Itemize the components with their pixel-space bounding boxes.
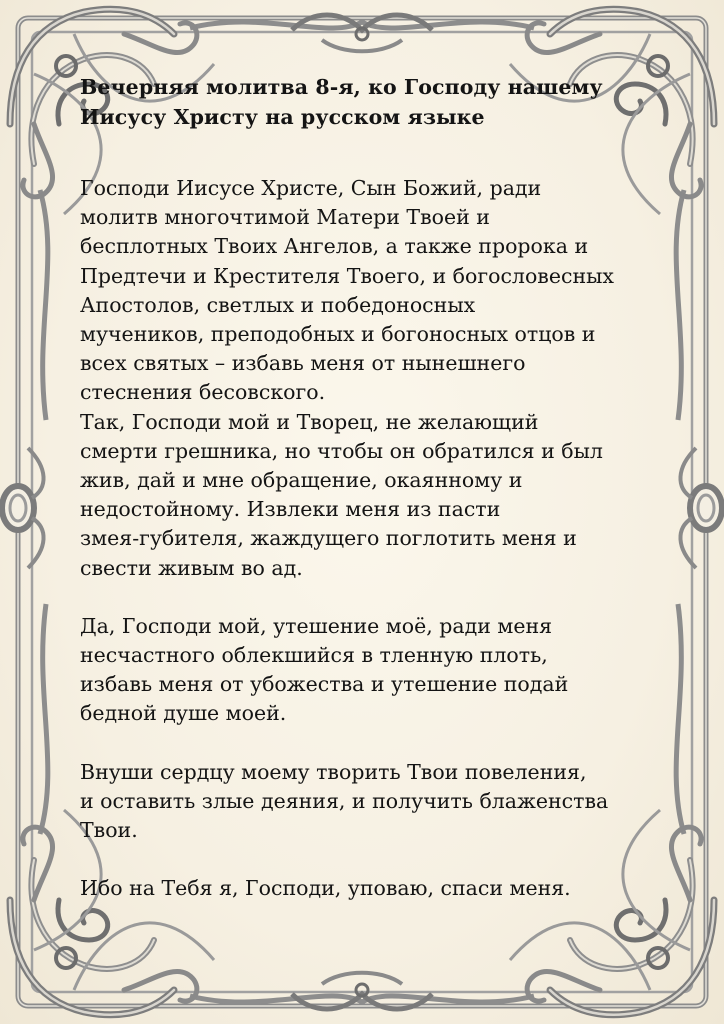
text-line: свести живым во ад.: [80, 555, 303, 580]
prayer-paragraph: [80, 612, 650, 729]
text-line: бесплотных Твоих Ангелов, а также пророка и: [80, 234, 589, 259]
text-line: несчастного облекшийся в тленную плоть,: [80, 643, 548, 668]
text-line: и оставить злые деяния, и получить блаженства: [80, 788, 609, 813]
paragraph-gap: [80, 583, 650, 612]
paragraph-gap: [80, 729, 650, 758]
text-line: всех святых – избавь меня от нынешнего: [80, 351, 526, 376]
text-line: жив, дай и мне обращение, окаянному и: [80, 468, 523, 493]
text-line: мучеников, преподобных и богоносных отцов и: [80, 322, 596, 347]
prayer-paragraph: [80, 174, 650, 408]
text-line: Твои.: [80, 818, 138, 843]
text-line: недостойному. Извлеки меня из пасти: [80, 497, 501, 522]
text-line: Ибо на Тебя я, Господи, уповаю, спаси меня.: [80, 876, 571, 901]
text-line: Апостолов, светлых и победоносных: [80, 292, 476, 317]
text-line: Предтечи и Крестителя Твоего, и богословесных: [80, 263, 614, 288]
text-line: молитв многочтимой Матери Твоей и: [80, 205, 490, 230]
prayer-content: [80, 72, 650, 903]
paragraph-gap: [80, 845, 650, 874]
title-line: Иисусу Христу на русском языке: [80, 105, 485, 129]
text-line: Господи Иисусе Христе, Сын Божий, ради: [80, 176, 542, 200]
title-line: Вечерняя молитва 8-я, ко Господу нашему: [80, 75, 603, 99]
prayer-paragraph: [80, 874, 650, 903]
text-line: стеснения бесовского.: [80, 380, 326, 405]
text-line: Внуши сердцу моему творить Твои повеления,: [80, 759, 587, 784]
text-line: избавь меня от убожества и утешение подай: [80, 672, 569, 697]
text-line: смерти грешника, но чтобы он обратился и был: [80, 438, 603, 463]
prayer-title: [80, 72, 650, 132]
text-line: змея-губителя, жаждущего поглотить меня и: [80, 526, 577, 551]
text-line: Да, Господи мой, утешение моё, ради меня: [80, 613, 553, 638]
text-line: бедной душе моей.: [80, 701, 287, 726]
prayer-paragraph: [80, 408, 650, 583]
prayer-paragraph: [80, 758, 650, 846]
text-line: Так, Господи мой и Творец, не желающий: [80, 409, 539, 434]
